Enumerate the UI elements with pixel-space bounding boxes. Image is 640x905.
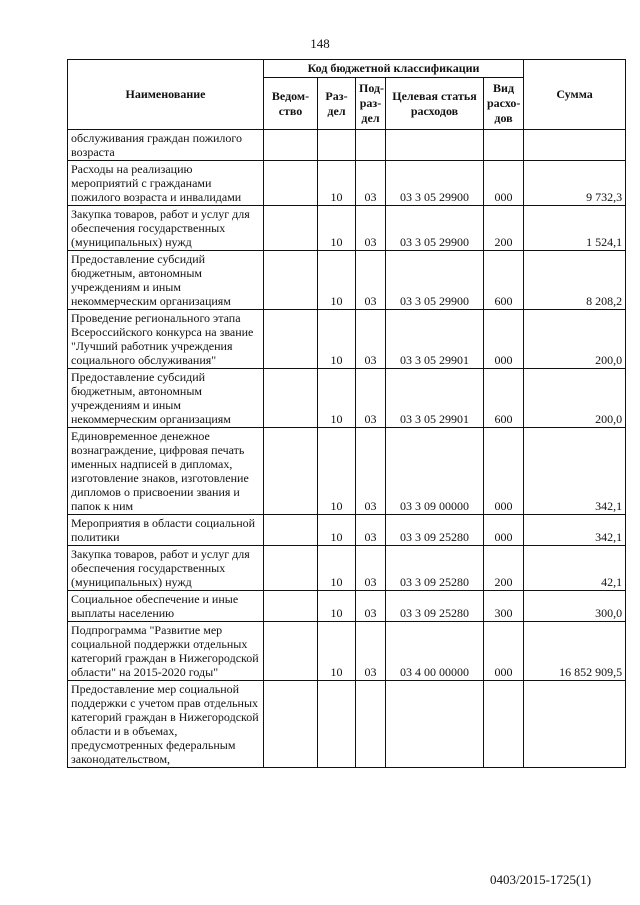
row-target-article: 03 3 05 29901 (386, 310, 484, 369)
row-sum: 342,1 (524, 428, 626, 515)
row-razdel: 10 (318, 546, 356, 591)
table-row (68, 130, 626, 161)
row-name: Мероприятия в области социальной политики (68, 515, 264, 546)
row-target-article: 03 4 00 00000 (386, 622, 484, 681)
row-target-article (386, 681, 484, 768)
row-podrazdel: 03 (356, 310, 386, 369)
row-razdel (318, 130, 356, 161)
row-expense-type: 300 (484, 591, 524, 622)
row-expense-type: 000 (484, 428, 524, 515)
row-podrazdel: 03 (356, 428, 386, 515)
header-code-group: Код бюджетной классификации (264, 60, 524, 78)
table-row (68, 622, 626, 681)
row-vedomstvo (264, 251, 318, 310)
row-name: Подпрограмма "Развитие мер социальной поддержки отдельных категорий граждан в Нижегородской области" на 2015-2020 годы" (68, 622, 264, 681)
header-sum: Сумма (524, 60, 626, 130)
row-razdel: 10 (318, 591, 356, 622)
table-row (68, 310, 626, 369)
header-expense-type: Вид расхо-дов (484, 78, 524, 130)
row-name: Социальное обеспечение и иные выплаты населению (68, 591, 264, 622)
row-target-article: 03 3 09 25280 (386, 546, 484, 591)
row-target-article: 03 3 05 29901 (386, 369, 484, 428)
header-target-article: Целевая статья расходов (386, 78, 484, 130)
row-podrazdel: 03 (356, 515, 386, 546)
table-row (68, 515, 626, 546)
row-razdel (318, 681, 356, 768)
row-sum: 1 524,1 (524, 206, 626, 251)
row-podrazdel: 03 (356, 161, 386, 206)
row-vedomstvo (264, 515, 318, 546)
row-razdel: 10 (318, 310, 356, 369)
row-sum: 8 208,2 (524, 251, 626, 310)
table-row (68, 161, 626, 206)
row-sum: 42,1 (524, 546, 626, 591)
header-razdel: Раз-дел (318, 78, 356, 130)
document-code: 0403/2015-1725(1) (490, 872, 592, 887)
row-sum: 200,0 (524, 310, 626, 369)
row-name: Закупка товаров, работ и услуг для обеспечения государственных (муниципальных) нужд (68, 546, 264, 591)
row-target-article: 03 3 05 29900 (386, 161, 484, 206)
row-razdel: 10 (318, 369, 356, 428)
row-expense-type: 000 (484, 622, 524, 681)
header-podrazdel: Под-раз-дел (356, 78, 386, 130)
row-name: Закупка товаров, работ и услуг для обеспечения государственных (муниципальных) нужд (68, 206, 264, 251)
row-expense-type: 000 (484, 515, 524, 546)
row-target-article: 03 3 09 00000 (386, 428, 484, 515)
table-body (68, 130, 626, 768)
row-vedomstvo (264, 161, 318, 206)
row-sum: 9 732,3 (524, 161, 626, 206)
row-name: Проведение регионального этапа Всероссийского конкурса на звание "Лучший работник учреждения социального обслуживания" (68, 310, 264, 369)
row-target-article: 03 3 05 29900 (386, 251, 484, 310)
row-razdel: 10 (318, 515, 356, 546)
row-razdel: 10 (318, 428, 356, 515)
row-target-article: 03 3 09 25280 (386, 515, 484, 546)
row-podrazdel: 03 (356, 546, 386, 591)
row-razdel: 10 (318, 206, 356, 251)
row-vedomstvo (264, 622, 318, 681)
table-row (68, 251, 626, 310)
row-expense-type: 600 (484, 369, 524, 428)
row-vedomstvo (264, 546, 318, 591)
row-podrazdel: 03 (356, 251, 386, 310)
row-expense-type: 600 (484, 251, 524, 310)
row-podrazdel: 03 (356, 622, 386, 681)
header-vedomstvo: Ведом-ство (264, 78, 318, 130)
row-sum (524, 681, 626, 768)
row-podrazdel (356, 130, 386, 161)
row-expense-type (484, 681, 524, 768)
row-vedomstvo (264, 206, 318, 251)
row-vedomstvo (264, 428, 318, 515)
budget-table (67, 59, 626, 768)
row-target-article (386, 130, 484, 161)
row-vedomstvo (264, 310, 318, 369)
row-name: Предоставление субсидий бюджетным, автономным учреждениям и иным некоммерческим организациям (68, 369, 264, 428)
row-razdel: 10 (318, 251, 356, 310)
table-row (68, 206, 626, 251)
row-target-article: 03 3 09 25280 (386, 591, 484, 622)
row-vedomstvo (264, 681, 318, 768)
table-row (68, 546, 626, 591)
row-podrazdel: 03 (356, 369, 386, 428)
row-name: обслуживания граждан пожилого возраста (68, 130, 264, 161)
row-name: Предоставление мер социальной поддержки с учетом прав отдельных категорий граждан в Нижегородской области и в объемах, предусмотренных федеральным законодательством, (68, 681, 264, 768)
row-podrazdel (356, 681, 386, 768)
row-sum: 200,0 (524, 369, 626, 428)
row-razdel: 10 (318, 622, 356, 681)
row-sum: 16 852 909,5 (524, 622, 626, 681)
row-expense-type: 200 (484, 546, 524, 591)
row-vedomstvo (264, 369, 318, 428)
row-sum: 342,1 (524, 515, 626, 546)
row-expense-type: 200 (484, 206, 524, 251)
table-row (68, 369, 626, 428)
table-row (68, 591, 626, 622)
row-expense-type: 000 (484, 310, 524, 369)
row-podrazdel: 03 (356, 206, 386, 251)
row-razdel: 10 (318, 161, 356, 206)
row-name: Единовременное денежное вознаграждение, цифровая печать именных надписей в дипломах, изготовление знаков, изготовление дипломов о присвоении звания и папок к ним (68, 428, 264, 515)
table-row (68, 681, 626, 768)
row-podrazdel: 03 (356, 591, 386, 622)
row-vedomstvo (264, 130, 318, 161)
row-target-article: 03 3 05 29900 (386, 206, 484, 251)
header-name: Наименование (68, 60, 264, 130)
row-sum: 300,0 (524, 591, 626, 622)
row-expense-type (484, 130, 524, 161)
page-number: 148 (310, 36, 330, 51)
row-expense-type: 000 (484, 161, 524, 206)
row-vedomstvo (264, 591, 318, 622)
row-name: Расходы на реализацию мероприятий с гражданами пожилого возраста и инвалидами (68, 161, 264, 206)
row-name: Предоставление субсидий бюджетным, автономным учреждениям и иным некоммерческим организациям (68, 251, 264, 310)
row-sum (524, 130, 626, 161)
table-row (68, 428, 626, 515)
